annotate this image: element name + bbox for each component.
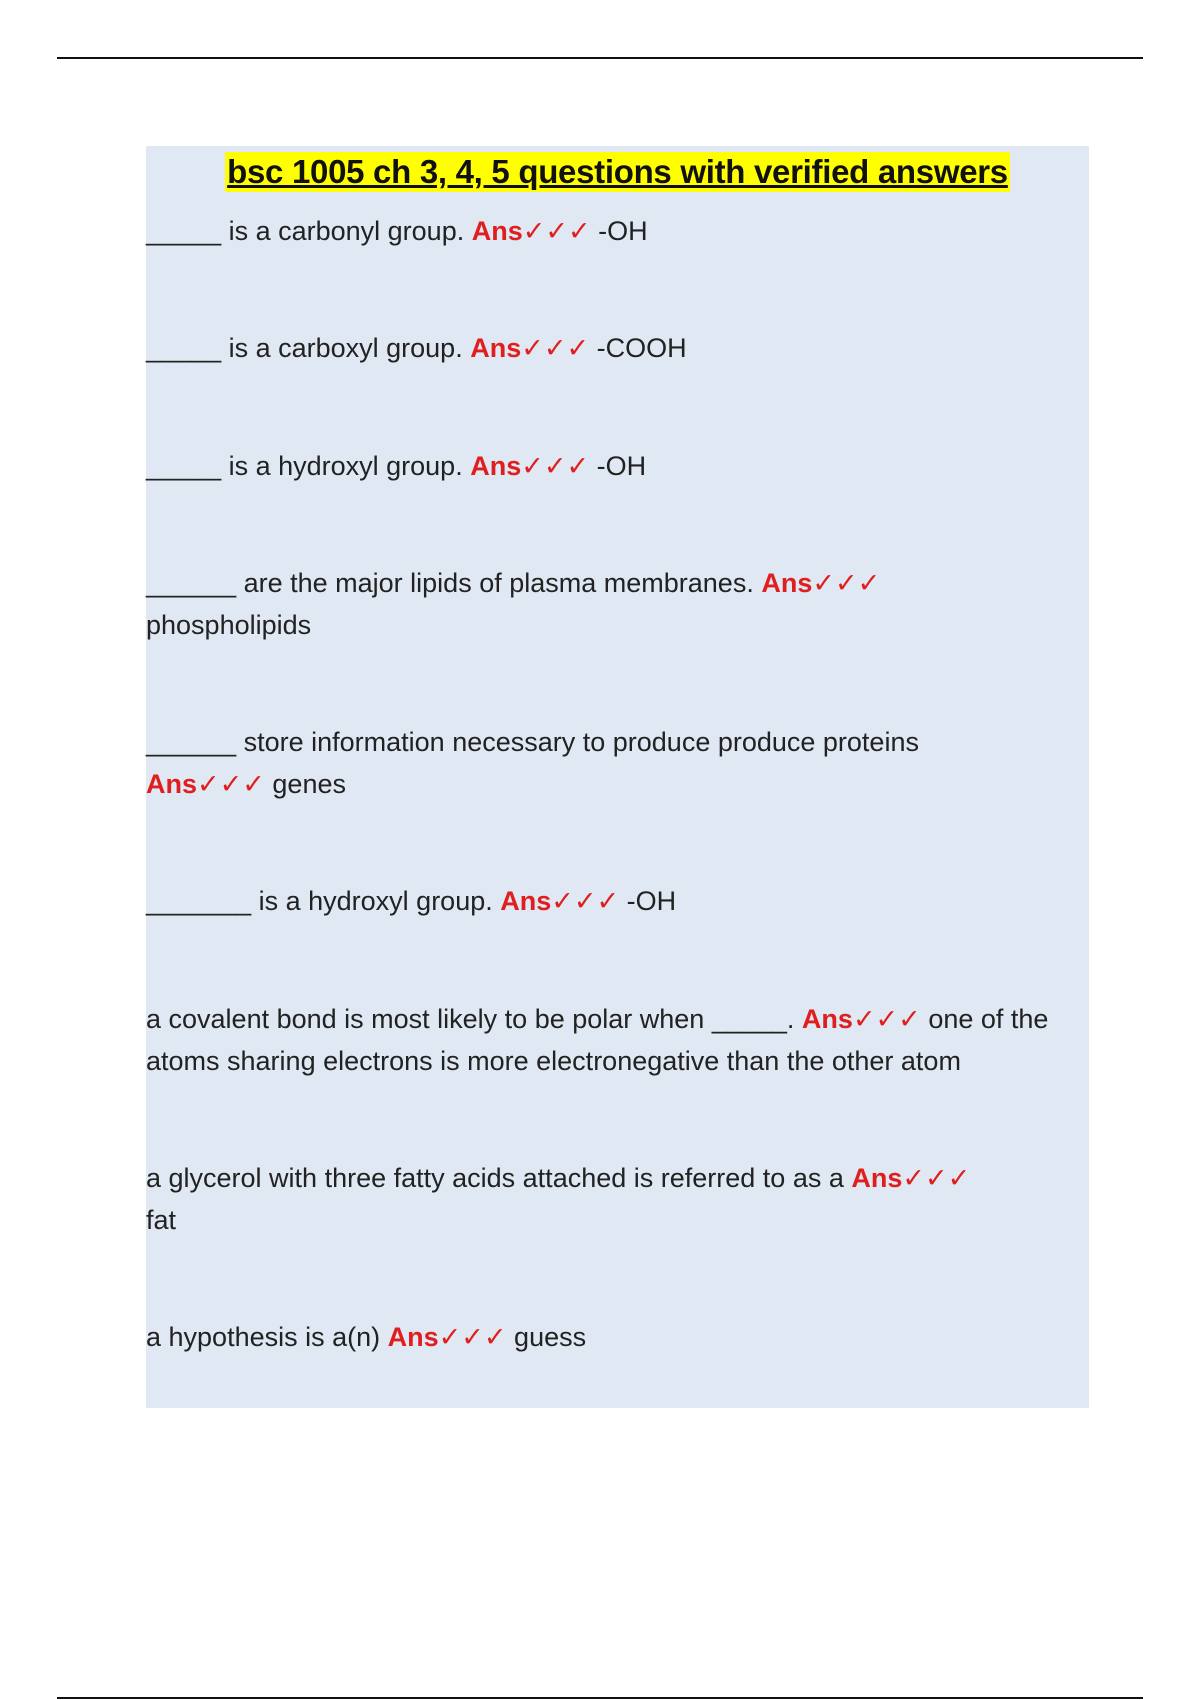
title-row (146, 146, 1089, 210)
document-title: bsc 1005 ch 3, 4, 5 questions with verified answers (227, 153, 1008, 190)
check-marks-icon: ✓✓✓ (521, 333, 590, 363)
qa-item (146, 445, 1089, 487)
answer-label: Ans (500, 886, 552, 916)
question-text: _______ is a hydroxyl group. (146, 886, 493, 916)
answer-label: Ans (471, 216, 523, 246)
check-marks-icon: ✓✓✓ (902, 1163, 971, 1193)
footer-rule (57, 1697, 1143, 1699)
qa-item (146, 998, 1089, 1082)
answer-text: -OH (598, 216, 648, 246)
qa-item (146, 1157, 1089, 1241)
qa-item (146, 880, 1089, 922)
answer-text: genes (272, 769, 346, 799)
question-text: a hypothesis is a(n) (146, 1322, 381, 1352)
question-text: _____ is a carboxyl group. (146, 333, 463, 363)
answer-label: Ans (761, 568, 813, 598)
question-text: _____ is a carbonyl group. (146, 216, 465, 246)
qa-item (146, 1316, 1089, 1358)
question-text: ______ are the major lipids of plasma membranes. (146, 568, 754, 598)
qa-item (146, 327, 1089, 369)
check-marks-icon: ✓✓✓ (852, 1004, 921, 1034)
answer-text: one of the atoms sharing electrons is more electronegative than the other atom (146, 1004, 1049, 1076)
answer-text: phospholipids (146, 610, 312, 640)
document-content (146, 146, 1089, 1408)
check-marks-icon: ✓✓✓ (551, 886, 620, 916)
answer-text: -COOH (596, 333, 687, 363)
answer-label: Ans (470, 333, 522, 363)
answer-label: Ans (146, 769, 198, 799)
answer-label: Ans (851, 1163, 903, 1193)
check-marks-icon: ✓✓✓ (522, 216, 591, 246)
qa-item (146, 562, 1089, 646)
question-text: _____ is a hydroxyl group. (146, 451, 463, 481)
question-text: ______ store information necessary to produce produce proteins (146, 727, 919, 757)
answer-text: -OH (596, 451, 647, 481)
answer-label: Ans (470, 451, 522, 481)
question-text: a glycerol with three fatty acids attached is referred to as a (146, 1163, 844, 1193)
header-rule (57, 57, 1143, 59)
answer-text: guess (514, 1322, 587, 1352)
check-marks-icon: ✓✓✓ (438, 1322, 507, 1352)
answer-label: Ans (801, 1004, 853, 1034)
answer-text: fat (146, 1205, 177, 1235)
check-marks-icon: ✓✓✓ (197, 769, 265, 799)
qa-item (146, 210, 1089, 252)
answer-label: Ans (387, 1322, 439, 1352)
check-marks-icon: ✓✓✓ (812, 568, 881, 598)
answer-text: -OH (626, 886, 677, 916)
question-text: a covalent bond is most likely to be polar when _____. (146, 1004, 795, 1034)
qa-item (146, 721, 1089, 805)
check-marks-icon: ✓✓✓ (521, 451, 590, 481)
